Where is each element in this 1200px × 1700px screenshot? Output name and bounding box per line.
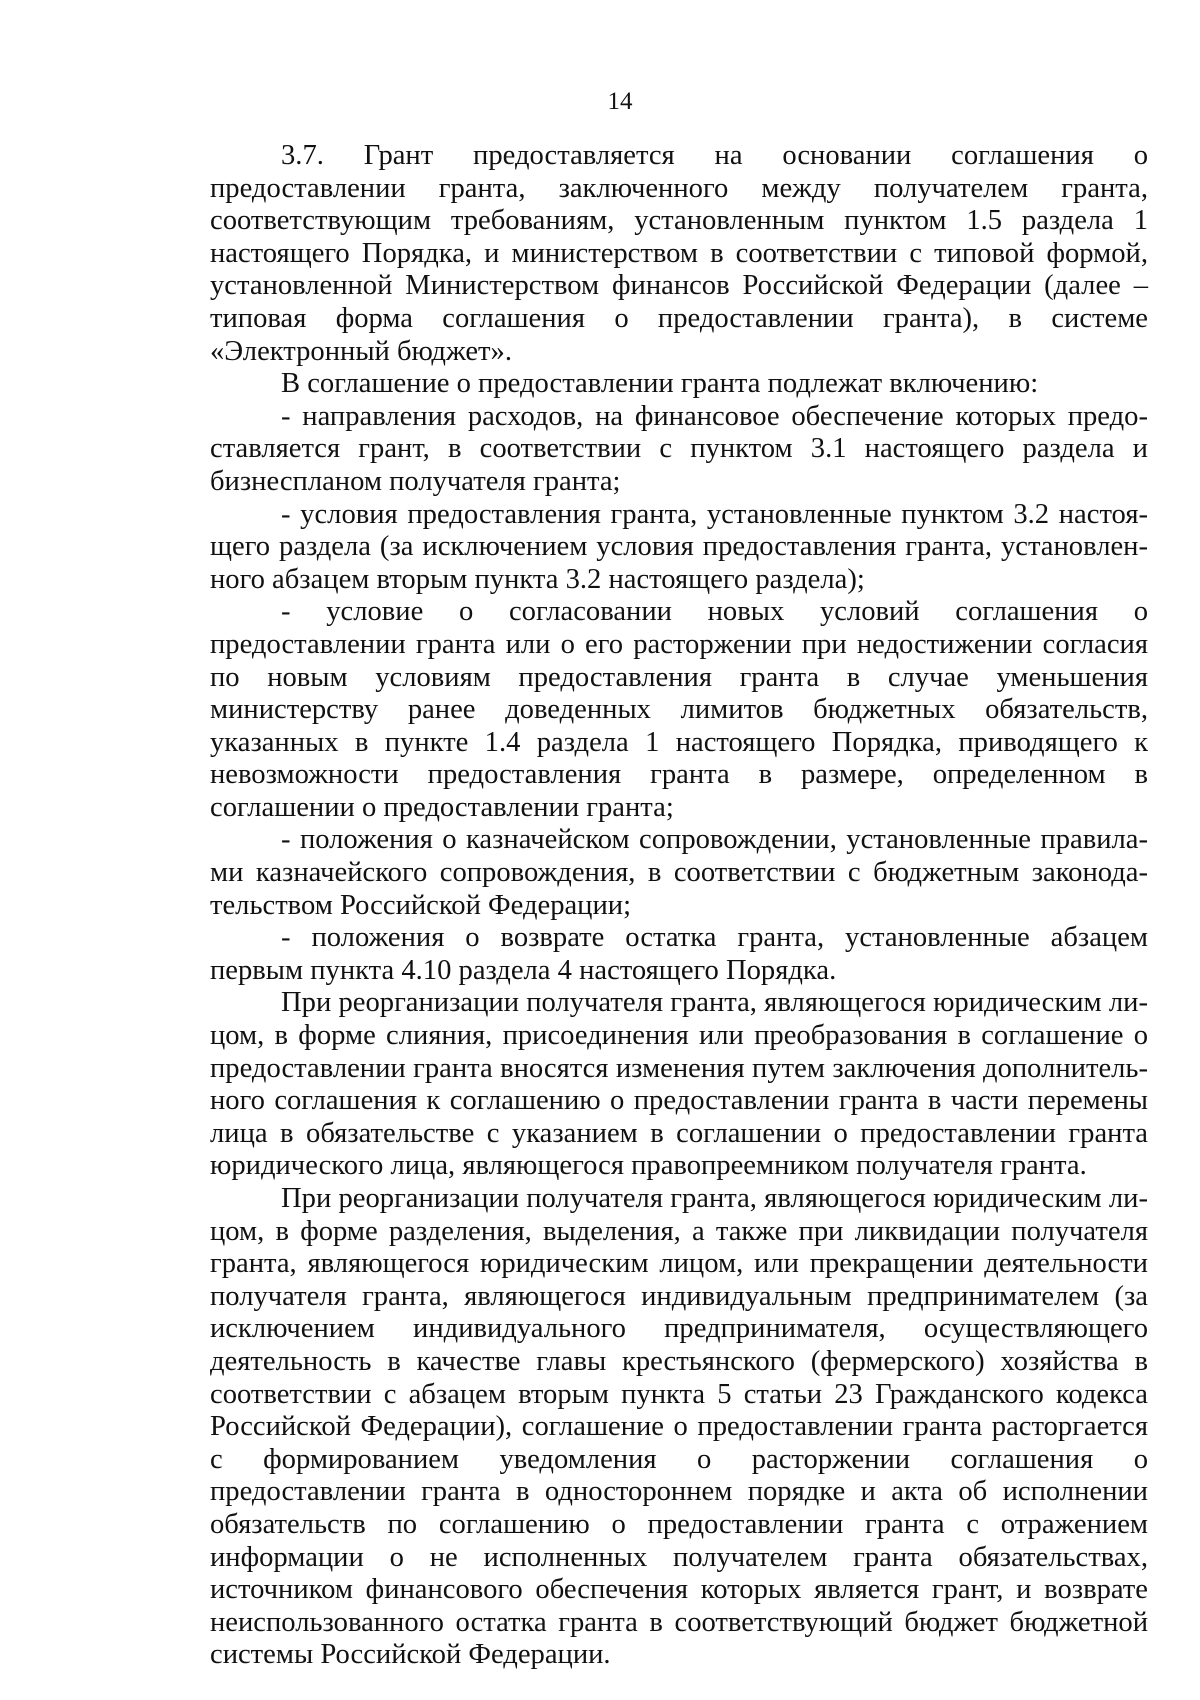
paragraph-3-7: 3.7. Грант предоставляется на основании соглашения о предоставлении гранта, заключенного между получателем гранта, соответствующим требованиям, установленным пунктом 1.5 раздела 1 настоящего Порядка, и министерством в соответствии с типовой формой, установленной Министерством финансов Российской Федерации (далее – типовая форма соглашения о предоставлении гранта), в системе «Электронный бюджет». (210, 140, 1148, 367)
list-item-treasury-support: - положения о казначейском сопровождении, установленные правилами казначейского сопровождения, в соответствии с бюджетным законодательством Российской Федерации; (210, 824, 1148, 921)
paragraph-agreement-includes: В соглашение о предоставлении гранта подлежат включению: (281, 368, 1039, 400)
document-body (210, 140, 1148, 1672)
page-number: 14 (607, 88, 633, 115)
paragraph-reorganization-merger: При реорганизации получателя гранта, являющегося юридическим лицом, в форме слияния, присоединения или преобразования в соглашение о предоставлении гранта вносятся изменения путем заключения дополнительного соглашения к соглашению о предоставлении гранта в части перемены лица в обязательстве с указанием в соглашении о предоставлении гранта юридического лица, являющегося правопреемником получателя гранта. (210, 987, 1148, 1182)
list-item-grant-conditions: - условия предоставления гранта, установленные пунктом 3.2 настоящего раздела (за исключением условия предоставления гранта, установленного абзацем вторым пункта 3.2 настоящего раздела); (210, 498, 1148, 595)
list-item-new-conditions: - условие о согласовании новых условий соглашения о предоставлении гранта или о его расторжении при недостижении согласия по новым условиям предоставления гранта в случае уменьшения министерству ранее доведенных лимитов бюджетных обязательств, указанных в пункте 1.4 раздела 1 настоящего Порядка, приводящего к невозможности предоставления гранта в размере, определенном в соглашении о предоставлении гранта; (210, 596, 1148, 823)
paragraph-reorganization-division: При реорганизации получателя гранта, являющегося юридическим лицом, в форме разделения, выделения, а также при ликвидации получателя гранта, являющегося юридическим лицом, или прекращении деятельности получателя гранта, являющегося индивидуальным предпринимателем (за исключением индивидуального предпринимателя, осуществляющего деятельность в качестве главы крестьянского (фермерского) хозяйства в соответствии с абзацем вторым пункта 5 статьи 23 Гражданского кодекса Российской Федерации), соглашение о предоставлении гранта расторгается с формированием уведомления о расторжении соглашения о предоставлении гранта в одностороннем порядке и акта об исполнении обязательств по соглашению о предоставлении гранта с отражением информации о не исполненных получателем гранта обязательствах, источником финансового обеспечения которых является грант, и возврате неиспользованного остатка гранта в соответствующий бюджет бюджетной системы Российской Федерации. (210, 1183, 1148, 1671)
list-item-expense-directions: - направления расходов, на финансовое обеспечение которых предоставляется грант, в соответствии с пунктом 3.1 настоящего раздела и бизнеспланом получателя гранта; (210, 400, 1148, 497)
list-item-grant-return: - положения о возврате остатка гранта, установленные абзацем первым пункта 4.10 раздела 4 настоящего Порядка. (210, 922, 1148, 986)
